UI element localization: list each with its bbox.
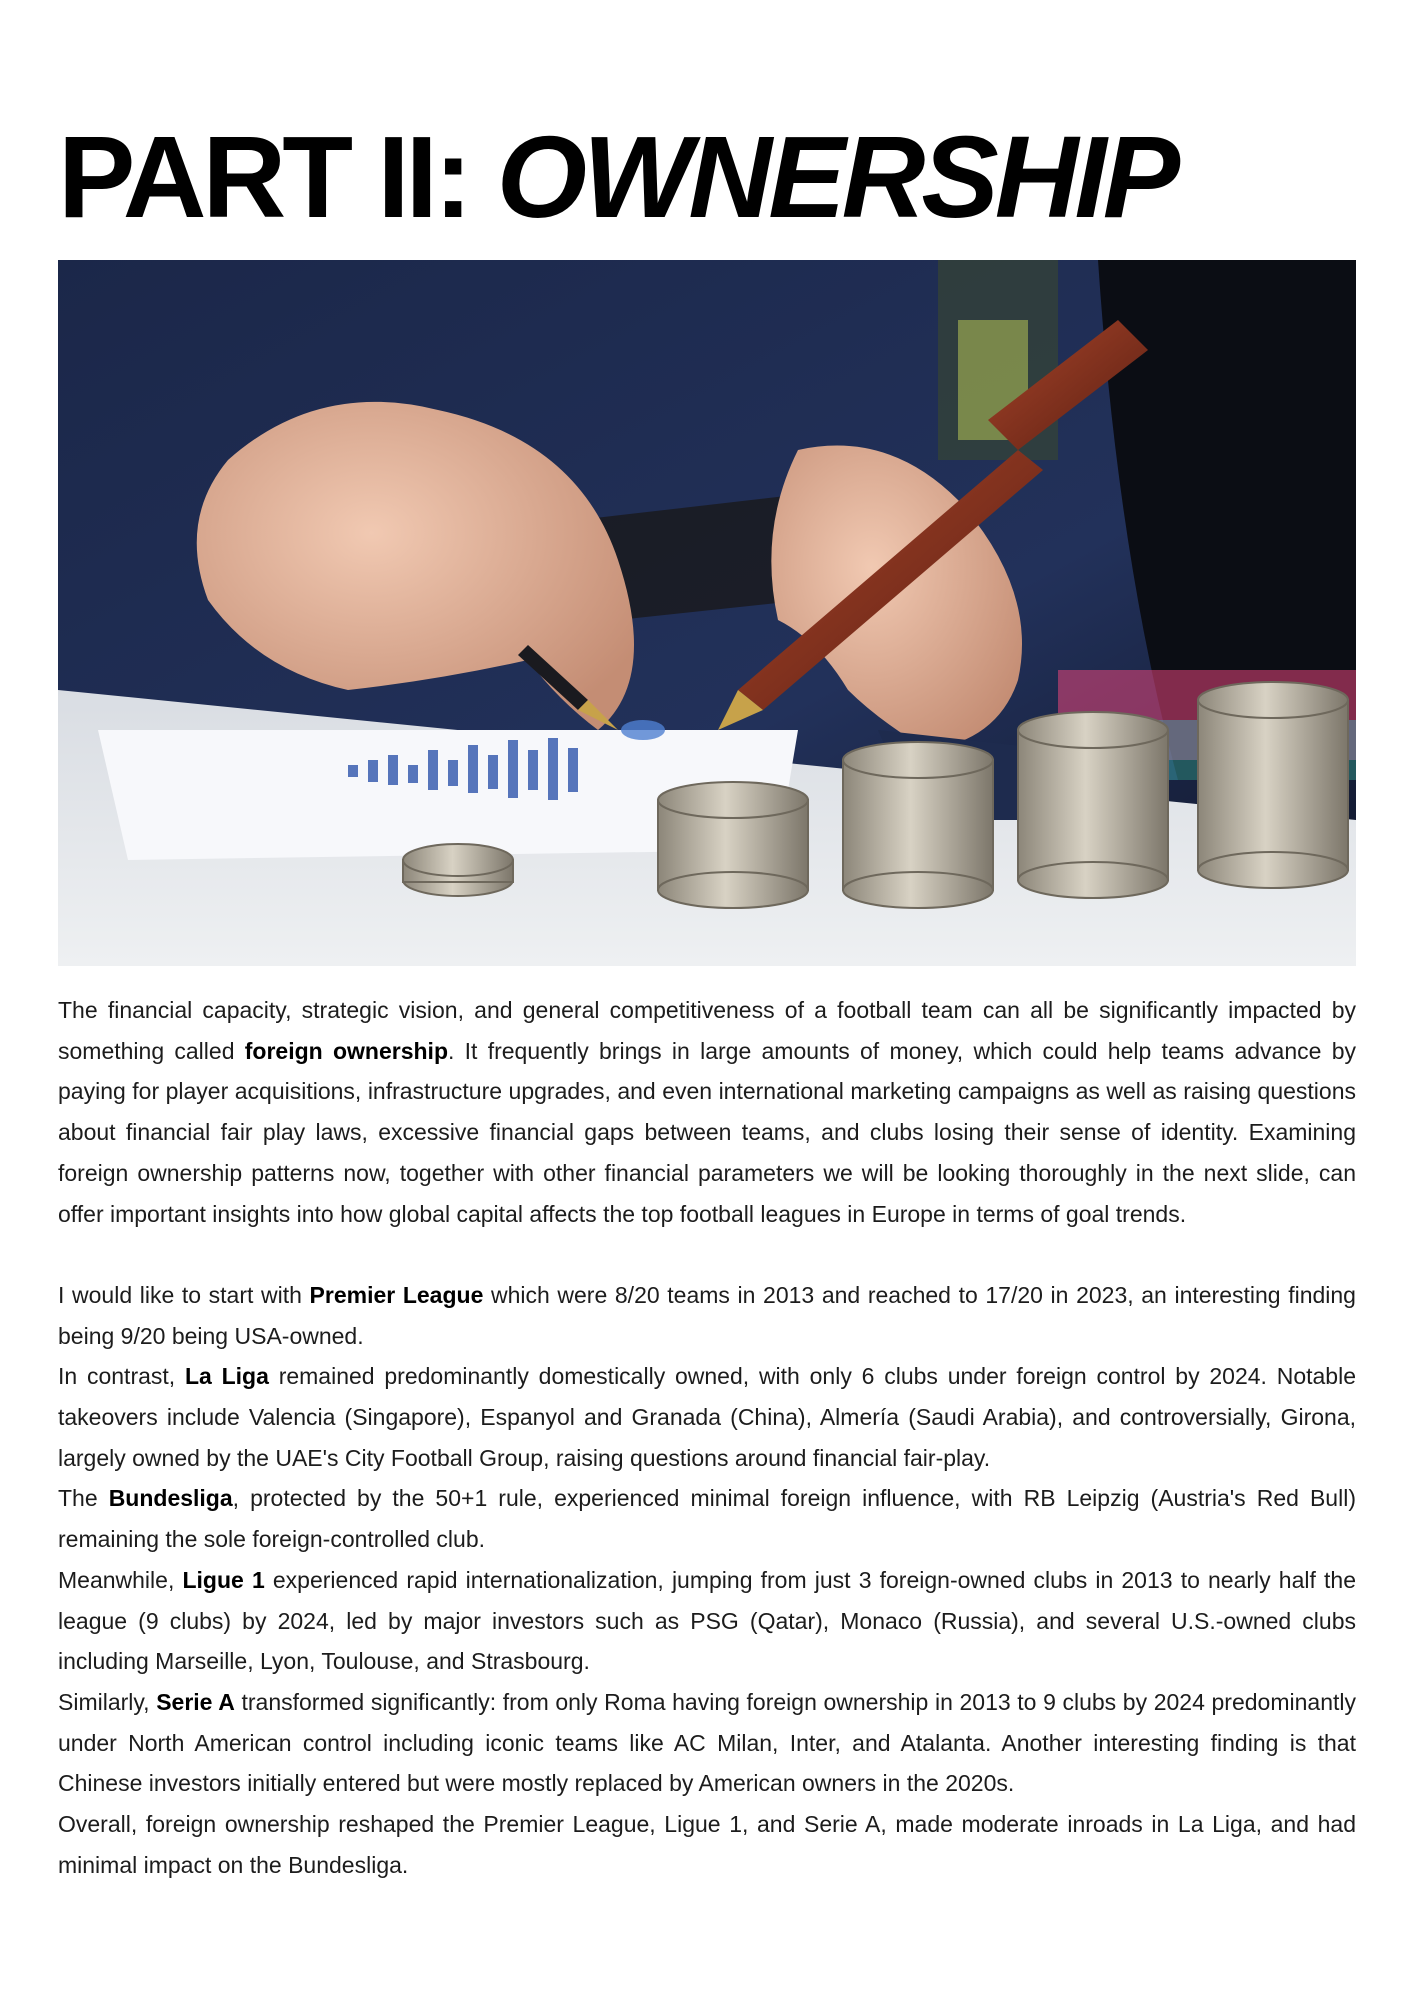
la-liga-paragraph xyxy=(58,1356,1356,1478)
paragraph-text: remained predominantly domestically owned, with only 6 clubs under foreign control by 2024. Notable takeovers include Valencia (Singapore), Espanyol and Granada (China), Almería (Saudi Arabia), and controversially, Girona, largely owned by the UAE's City Football Group, raising questions around financial fair-play. xyxy=(58,1363,1356,1471)
league-name: Premier League xyxy=(309,1281,484,1308)
finance-meeting-photo-icon xyxy=(58,260,1356,966)
paragraph-text: experienced rapid internationalization, jumping from just 3 foreign-owned clubs in 2013 to nearly half the league (9 clubs) by 2024, led by major investors such as PSG (Qatar), Monaco (Russia), and several U.S.-owned clubs including Marseille, Lyon, Toulouse, and Strasbourg. xyxy=(58,1566,1356,1675)
intro-highlight: foreign ownership xyxy=(244,1037,448,1064)
paragraph-lead: The xyxy=(58,1485,109,1512)
hero-image xyxy=(58,260,1356,966)
paragraph-lead: Similarly, xyxy=(58,1688,157,1715)
paragraph-gap xyxy=(58,1234,1356,1275)
league-name: La Liga xyxy=(184,1363,269,1390)
paragraph-lead: In contrast, xyxy=(58,1363,185,1390)
paragraph-text: which were 8/20 teams in 2013 and reached to 17/20 in 2023, an interesting finding being 9/20 being USA-owned. xyxy=(58,1281,1356,1349)
bundesliga-paragraph xyxy=(58,1478,1356,1559)
ligue-1-paragraph xyxy=(58,1560,1356,1682)
league-name: Ligue 1 xyxy=(182,1566,265,1593)
league-name: Bundesliga xyxy=(108,1485,233,1512)
page-title xyxy=(58,112,1176,242)
paragraph-text: , protected by the 50+1 rule, experienced minimal foreign influence, with RB Leipzig (Austria's Red Bull) remaining the sole foreign-controlled club. xyxy=(58,1485,1356,1553)
article-body xyxy=(58,990,1356,1885)
title-emphasis: OWNERSHIP xyxy=(496,112,1177,242)
intro-text: . It frequently brings in large amounts of money, which could help teams advance by paying for player acquisitions, infrastructure upgrades, and even international marketing campaigns as well as raising questions about financial fair play laws, excessive financial gaps between teams, and clubs losing their sense of identity. Examining foreign ownership patterns now, together with other financial parameters we will be looking thoroughly in the next slide, can offer important insights into how global capital affects the top football leagues in Europe in terms of goal trends. xyxy=(58,1037,1356,1227)
paragraph-text: transformed significantly: from only Roma having foreign ownership in 2013 to 9 clubs by 2024 predominantly under North American control including iconic teams like AC Milan, Inter, and Atalanta. Another interesting finding is that Chinese investors initially entered but were mostly replaced by American owners in the 2020s. xyxy=(58,1688,1356,1797)
intro-paragraph xyxy=(58,990,1356,1234)
title-prefix: PART II: xyxy=(58,112,469,242)
paragraph-lead: Meanwhile, xyxy=(58,1566,183,1593)
paragraph-lead: I would like to start with xyxy=(58,1281,310,1308)
intro-text: The financial capacity, strategic vision, and general competitiveness of a football team can all be significantly impacted by something called xyxy=(58,997,1356,1064)
league-name: Serie A xyxy=(156,1688,235,1715)
conclusion-paragraph: Overall, foreign ownership reshaped the Premier League, Ligue 1, and Serie A, made moderate inroads in La Liga, and had minimal impact on the Bundesliga. xyxy=(58,1811,1356,1878)
premier-league-paragraph xyxy=(58,1275,1356,1356)
serie-a-paragraph xyxy=(58,1682,1356,1804)
